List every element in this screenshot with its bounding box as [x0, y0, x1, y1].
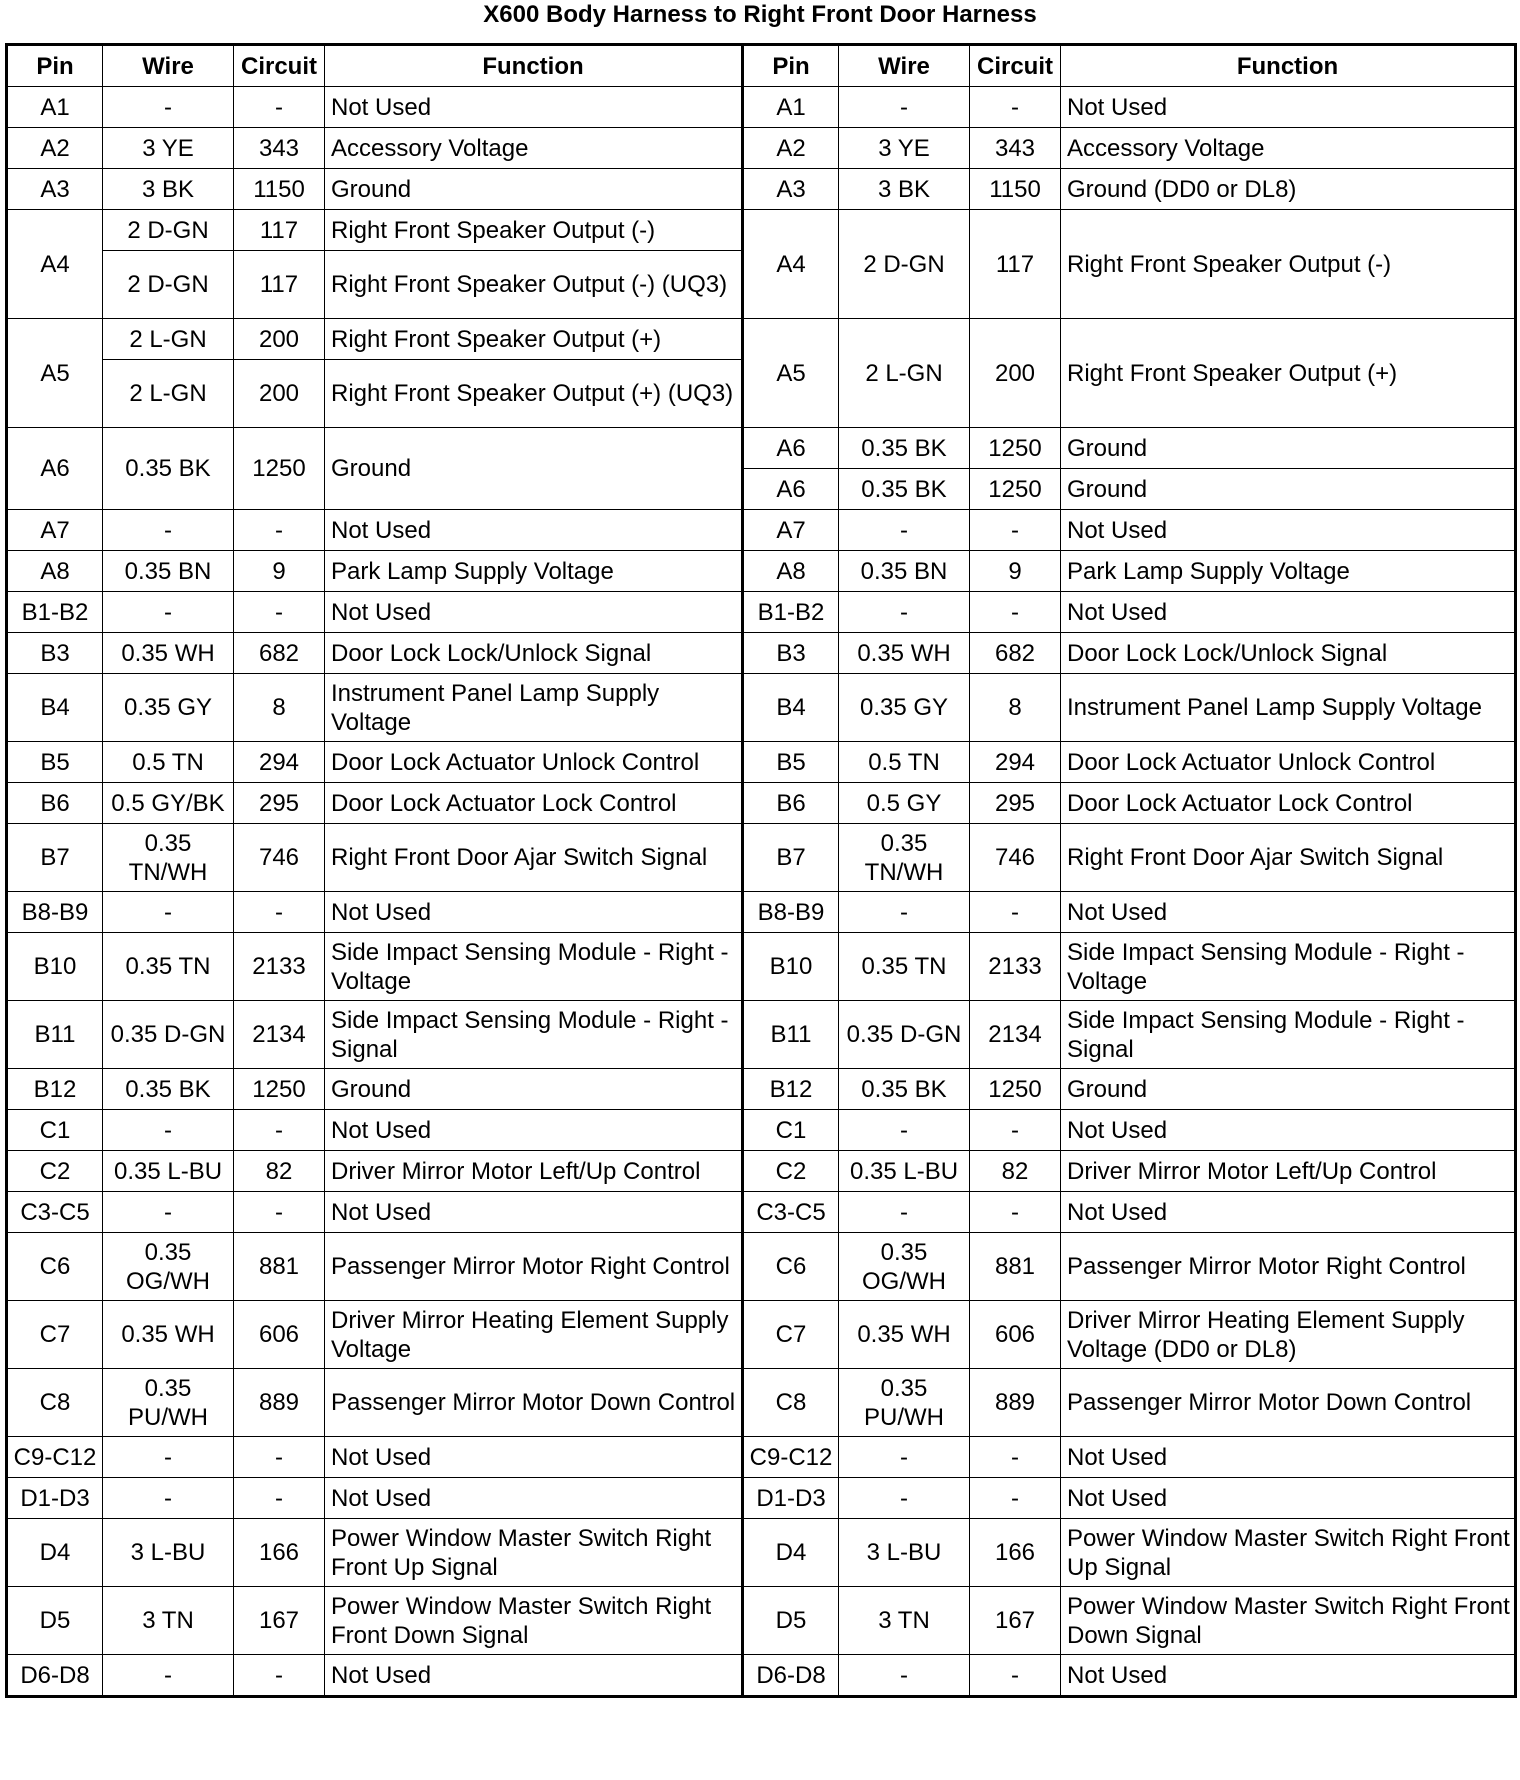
pin-cell: B1-B2 — [743, 592, 839, 633]
wire-cell: 0.35 BK — [839, 1069, 970, 1110]
function-cell: Door Lock Lock/Unlock Signal — [325, 633, 743, 674]
table-row — [7, 674, 1516, 742]
circuit-cell: - — [970, 1478, 1061, 1519]
function-cell: Instrument Panel Lamp Supply Voltage — [1061, 674, 1516, 742]
pin-cell: C8 — [743, 1369, 839, 1437]
wire-cell: 0.35 BK — [103, 1069, 234, 1110]
circuit-cell: 295 — [970, 783, 1061, 824]
table-row — [7, 551, 1516, 592]
wire-cell: 0.35 BN — [839, 551, 970, 592]
function-cell: Not Used — [325, 1110, 743, 1151]
function-cell: Power Window Master Switch Right Front Up Signal — [325, 1519, 743, 1587]
function-cell: Driver Mirror Heating Element Supply Voltage (DD0 or DL8) — [1061, 1301, 1516, 1369]
function-cell: Right Front Speaker Output (+) — [1061, 319, 1516, 428]
circuit-cell: - — [234, 892, 325, 933]
circuit-cell: 881 — [234, 1233, 325, 1301]
table-row — [7, 510, 1516, 551]
pin-cell: B3 — [743, 633, 839, 674]
circuit-cell: - — [970, 87, 1061, 128]
circuit-cell: - — [234, 87, 325, 128]
circuit-cell: 682 — [970, 633, 1061, 674]
circuit-cell: 2133 — [234, 933, 325, 1001]
function-cell: Right Front Speaker Output (-) — [1061, 210, 1516, 319]
pin-cell: A6 — [743, 469, 839, 510]
table-row — [7, 742, 1516, 783]
circuit-cell: 1250 — [970, 469, 1061, 510]
function-cell: Ground — [1061, 428, 1516, 469]
function-cell: Driver Mirror Motor Left/Up Control — [1061, 1151, 1516, 1192]
circuit-cell: 8 — [234, 674, 325, 742]
table-row — [7, 1001, 1516, 1069]
function-cell: Passenger Mirror Motor Down Control — [325, 1369, 743, 1437]
circuit-cell: 889 — [970, 1369, 1061, 1437]
function-cell: Not Used — [325, 87, 743, 128]
pin-cell: B8-B9 — [743, 892, 839, 933]
pin-cell: C2 — [743, 1151, 839, 1192]
pin-cell: D4 — [743, 1519, 839, 1587]
pin-cell: D1-D3 — [7, 1478, 103, 1519]
wire-cell: - — [839, 1437, 970, 1478]
pin-cell: A8 — [7, 551, 103, 592]
function-cell: Ground — [1061, 1069, 1516, 1110]
wire-cell: - — [103, 1192, 234, 1233]
pin-cell: A7 — [7, 510, 103, 551]
function-cell: Passenger Mirror Motor Right Control — [325, 1233, 743, 1301]
function-cell: Not Used — [1061, 1192, 1516, 1233]
function-cell: Door Lock Actuator Unlock Control — [1061, 742, 1516, 783]
function-cell: Side Impact Sensing Module - Right - Voltage — [325, 933, 743, 1001]
circuit-cell: - — [234, 1478, 325, 1519]
table-row — [7, 1192, 1516, 1233]
wire-cell: 0.35 WH — [839, 1301, 970, 1369]
table-row — [7, 1069, 1516, 1110]
wire-cell: 0.35 TN — [839, 933, 970, 1001]
wire-cell: 0.35 WH — [103, 1301, 234, 1369]
pin-cell: B12 — [7, 1069, 103, 1110]
wire-cell: 3 YE — [839, 128, 970, 169]
table-row — [7, 933, 1516, 1001]
function-cell: Not Used — [1061, 1655, 1516, 1697]
header-wire: Wire — [103, 45, 234, 87]
pin-cell: B3 — [7, 633, 103, 674]
table-row — [7, 1587, 1516, 1655]
pin-cell: B6 — [7, 783, 103, 824]
function-cell: Not Used — [1061, 87, 1516, 128]
wire-cell: 0.5 TN — [103, 742, 234, 783]
pin-cell: B7 — [743, 824, 839, 892]
circuit-cell: 1150 — [970, 169, 1061, 210]
function-cell: Passenger Mirror Motor Right Control — [1061, 1233, 1516, 1301]
pin-cell: C7 — [7, 1301, 103, 1369]
function-cell: Not Used — [325, 1655, 743, 1697]
header-function: Function — [1061, 45, 1516, 87]
pin-cell: C7 — [743, 1301, 839, 1369]
function-cell: Driver Mirror Heating Element Supply Voltage — [325, 1301, 743, 1369]
pin-cell: A5 — [7, 319, 103, 428]
table-row — [7, 128, 1516, 169]
wire-cell: - — [103, 1437, 234, 1478]
table-row — [7, 1437, 1516, 1478]
function-cell: Side Impact Sensing Module - Right - Signal — [325, 1001, 743, 1069]
pin-cell: C3-C5 — [743, 1192, 839, 1233]
table-row — [7, 87, 1516, 128]
table-row — [7, 1519, 1516, 1587]
pin-cell: A1 — [7, 87, 103, 128]
table-row — [7, 633, 1516, 674]
wire-cell: 0.35 TN/WH — [839, 824, 970, 892]
wire-cell: - — [103, 510, 234, 551]
header-function: Function — [325, 45, 743, 87]
wire-cell: - — [839, 592, 970, 633]
pin-cell: A2 — [743, 128, 839, 169]
function-cell: Not Used — [1061, 1110, 1516, 1151]
pin-cell: C3-C5 — [7, 1192, 103, 1233]
circuit-cell: 117 — [970, 210, 1061, 319]
circuit-cell: 295 — [234, 783, 325, 824]
function-cell: Not Used — [325, 1478, 743, 1519]
pin-cell: D5 — [743, 1587, 839, 1655]
function-cell: Not Used — [325, 510, 743, 551]
table-row — [7, 1369, 1516, 1437]
wire-cell: - — [103, 1478, 234, 1519]
header-pin: Pin — [743, 45, 839, 87]
circuit-cell: 82 — [234, 1151, 325, 1192]
table-row — [7, 892, 1516, 933]
pin-cell: C6 — [7, 1233, 103, 1301]
wire-cell: 3 YE — [103, 128, 234, 169]
wire-cell: - — [839, 1192, 970, 1233]
function-cell: Right Front Door Ajar Switch Signal — [325, 824, 743, 892]
circuit-cell: 167 — [970, 1587, 1061, 1655]
circuit-cell: 889 — [234, 1369, 325, 1437]
wire-cell: 0.35 WH — [839, 633, 970, 674]
function-cell: Right Front Speaker Output (+) — [325, 319, 743, 360]
wire-cell: 2 D-GN — [839, 210, 970, 319]
pin-cell: C9-C12 — [7, 1437, 103, 1478]
function-cell: Door Lock Actuator Lock Control — [1061, 783, 1516, 824]
circuit-cell: 2133 — [970, 933, 1061, 1001]
circuit-cell: 117 — [234, 210, 325, 251]
circuit-cell: 200 — [970, 319, 1061, 428]
function-cell: Door Lock Lock/Unlock Signal — [1061, 633, 1516, 674]
pin-cell: B11 — [743, 1001, 839, 1069]
circuit-cell: - — [234, 1655, 325, 1697]
circuit-cell: - — [970, 1192, 1061, 1233]
function-cell: Power Window Master Switch Right Front Down Signal — [1061, 1587, 1516, 1655]
pin-cell: B5 — [7, 742, 103, 783]
circuit-cell: 1250 — [970, 428, 1061, 469]
wire-cell: 0.35 D-GN — [103, 1001, 234, 1069]
wire-cell: 0.35 TN/WH — [103, 824, 234, 892]
pin-cell: B8-B9 — [7, 892, 103, 933]
circuit-cell: 2134 — [970, 1001, 1061, 1069]
table-row — [7, 428, 1516, 469]
circuit-cell: 881 — [970, 1233, 1061, 1301]
pin-cell: C2 — [7, 1151, 103, 1192]
wire-cell: 0.35 BK — [839, 428, 970, 469]
table-row — [7, 1301, 1516, 1369]
pin-cell: B11 — [7, 1001, 103, 1069]
wire-cell: 0.35 GY — [839, 674, 970, 742]
pin-cell: B4 — [7, 674, 103, 742]
circuit-cell: 343 — [234, 128, 325, 169]
table-row — [7, 1233, 1516, 1301]
function-cell: Right Front Door Ajar Switch Signal — [1061, 824, 1516, 892]
table-row — [7, 210, 1516, 251]
function-cell: Power Window Master Switch Right Front Up Signal — [1061, 1519, 1516, 1587]
pin-cell: B10 — [743, 933, 839, 1001]
wire-cell: - — [839, 1655, 970, 1697]
pin-cell: A3 — [7, 169, 103, 210]
wire-cell: 0.35 TN — [103, 933, 234, 1001]
wire-cell: 0.35 BK — [103, 428, 234, 510]
table-row — [7, 1110, 1516, 1151]
function-cell: Not Used — [325, 592, 743, 633]
function-cell: Accessory Voltage — [325, 128, 743, 169]
pin-cell: A2 — [7, 128, 103, 169]
circuit-cell: - — [234, 1192, 325, 1233]
table-row — [7, 169, 1516, 210]
circuit-cell: - — [970, 1655, 1061, 1697]
wire-cell: 3 TN — [839, 1587, 970, 1655]
wire-cell: 0.35 BN — [103, 551, 234, 592]
pin-cell: D6-D8 — [7, 1655, 103, 1697]
wire-cell: 3 BK — [103, 169, 234, 210]
function-cell: Ground — [325, 428, 743, 510]
wire-cell: 0.35 GY — [103, 674, 234, 742]
circuit-cell: 2134 — [234, 1001, 325, 1069]
function-cell: Right Front Speaker Output (-) (UQ3) — [325, 251, 743, 319]
wire-cell: 0.35 L-BU — [839, 1151, 970, 1192]
pin-cell: C9-C12 — [743, 1437, 839, 1478]
wire-cell: 0.5 GY/BK — [103, 783, 234, 824]
pin-cell: A4 — [7, 210, 103, 319]
pin-cell: A8 — [743, 551, 839, 592]
circuit-cell: 117 — [234, 251, 325, 319]
wire-cell: - — [103, 592, 234, 633]
pin-cell: D4 — [7, 1519, 103, 1587]
pin-cell: B6 — [743, 783, 839, 824]
circuit-cell: - — [970, 1110, 1061, 1151]
circuit-cell: - — [234, 1110, 325, 1151]
wire-cell: - — [103, 1655, 234, 1697]
function-cell: Accessory Voltage — [1061, 128, 1516, 169]
function-cell: Ground — [1061, 469, 1516, 510]
wire-cell: 3 TN — [103, 1587, 234, 1655]
function-cell: Side Impact Sensing Module - Right - Signal — [1061, 1001, 1516, 1069]
pin-cell: A5 — [743, 319, 839, 428]
circuit-cell: 166 — [234, 1519, 325, 1587]
wire-cell: 0.35 PU/WH — [103, 1369, 234, 1437]
circuit-cell: 9 — [970, 551, 1061, 592]
function-cell: Not Used — [325, 1437, 743, 1478]
circuit-cell: - — [970, 1437, 1061, 1478]
circuit-cell: 1150 — [234, 169, 325, 210]
circuit-cell: 9 — [234, 551, 325, 592]
page-title: X600 Body Harness to Right Front Door Harness — [483, 1, 1037, 28]
circuit-cell: 343 — [970, 128, 1061, 169]
circuit-cell: 200 — [234, 360, 325, 428]
circuit-cell: - — [234, 1437, 325, 1478]
pin-cell: B1-B2 — [7, 592, 103, 633]
circuit-cell: 682 — [234, 633, 325, 674]
wire-cell: 0.35 D-GN — [839, 1001, 970, 1069]
function-cell: Not Used — [325, 1192, 743, 1233]
circuit-cell: 166 — [970, 1519, 1061, 1587]
pin-cell: D6-D8 — [743, 1655, 839, 1697]
wire-cell: - — [839, 1478, 970, 1519]
function-cell: Ground (DD0 or DL8) — [1061, 169, 1516, 210]
header-row — [7, 45, 1516, 87]
wire-cell: - — [839, 892, 970, 933]
function-cell: Door Lock Actuator Unlock Control — [325, 742, 743, 783]
wire-cell: 0.35 PU/WH — [839, 1369, 970, 1437]
wire-cell: - — [103, 892, 234, 933]
wire-cell: - — [839, 87, 970, 128]
circuit-cell: 746 — [234, 824, 325, 892]
function-cell: Instrument Panel Lamp Supply Voltage — [325, 674, 743, 742]
wire-cell: 3 BK — [839, 169, 970, 210]
wire-cell: 0.5 TN — [839, 742, 970, 783]
circuit-cell: 1250 — [234, 428, 325, 510]
pin-cell: B4 — [743, 674, 839, 742]
wire-cell: - — [839, 1110, 970, 1151]
header-wire: Wire — [839, 45, 970, 87]
circuit-cell: 1250 — [970, 1069, 1061, 1110]
circuit-cell: 8 — [970, 674, 1061, 742]
table-row — [7, 319, 1516, 360]
pin-cell: A6 — [743, 428, 839, 469]
circuit-cell: 1250 — [234, 1069, 325, 1110]
circuit-cell: - — [234, 510, 325, 551]
wire-cell: 0.35 WH — [103, 633, 234, 674]
pin-cell: B7 — [7, 824, 103, 892]
circuit-cell: 746 — [970, 824, 1061, 892]
table-row — [7, 783, 1516, 824]
table-row — [7, 1151, 1516, 1192]
table-row — [7, 1478, 1516, 1519]
function-cell: Not Used — [1061, 1478, 1516, 1519]
circuit-cell: 294 — [970, 742, 1061, 783]
circuit-cell: 606 — [234, 1301, 325, 1369]
circuit-cell: 294 — [234, 742, 325, 783]
pin-cell: C1 — [743, 1110, 839, 1151]
pin-cell: C1 — [7, 1110, 103, 1151]
circuit-cell: - — [970, 510, 1061, 551]
wire-cell: 2 L-GN — [839, 319, 970, 428]
pin-cell: B10 — [7, 933, 103, 1001]
wire-cell: 0.5 GY — [839, 783, 970, 824]
wire-cell: 2 D-GN — [103, 251, 234, 319]
circuit-cell: 82 — [970, 1151, 1061, 1192]
function-cell: Side Impact Sensing Module - Right - Voltage — [1061, 933, 1516, 1001]
wire-cell: 0.35 OG/WH — [103, 1233, 234, 1301]
circuit-cell: - — [234, 592, 325, 633]
pinout-table — [5, 43, 1517, 1698]
wire-cell: - — [103, 87, 234, 128]
wire-cell: 2 L-GN — [103, 319, 234, 360]
function-cell: Not Used — [1061, 592, 1516, 633]
wire-cell: 0.35 L-BU — [103, 1151, 234, 1192]
wire-cell: 3 L-BU — [839, 1519, 970, 1587]
wire-cell: 2 D-GN — [103, 210, 234, 251]
wire-cell: 2 L-GN — [103, 360, 234, 428]
function-cell: Park Lamp Supply Voltage — [1061, 551, 1516, 592]
pin-cell: D5 — [7, 1587, 103, 1655]
wire-cell: 0.35 BK — [839, 469, 970, 510]
pin-cell: A7 — [743, 510, 839, 551]
function-cell: Not Used — [1061, 1437, 1516, 1478]
pin-cell: C6 — [743, 1233, 839, 1301]
pin-cell: B5 — [743, 742, 839, 783]
circuit-cell: 606 — [970, 1301, 1061, 1369]
circuit-cell: - — [970, 892, 1061, 933]
pin-cell: A4 — [743, 210, 839, 319]
wire-cell: - — [103, 1110, 234, 1151]
function-cell: Park Lamp Supply Voltage — [325, 551, 743, 592]
function-cell: Right Front Speaker Output (+) (UQ3) — [325, 360, 743, 428]
circuit-cell: - — [970, 592, 1061, 633]
function-cell: Passenger Mirror Motor Down Control — [1061, 1369, 1516, 1437]
function-cell: Not Used — [325, 892, 743, 933]
header-pin: Pin — [7, 45, 103, 87]
function-cell: Ground — [325, 169, 743, 210]
table-row — [7, 1655, 1516, 1697]
pin-cell: C8 — [7, 1369, 103, 1437]
table-row — [7, 592, 1516, 633]
function-cell: Power Window Master Switch Right Front Down Signal — [325, 1587, 743, 1655]
wire-cell: 0.35 OG/WH — [839, 1233, 970, 1301]
header-circuit: Circuit — [234, 45, 325, 87]
circuit-cell: 167 — [234, 1587, 325, 1655]
pin-cell: A6 — [7, 428, 103, 510]
function-cell: Not Used — [1061, 892, 1516, 933]
pin-cell: A1 — [743, 87, 839, 128]
pin-cell: B12 — [743, 1069, 839, 1110]
function-cell: Ground — [325, 1069, 743, 1110]
function-cell: Driver Mirror Motor Left/Up Control — [325, 1151, 743, 1192]
function-cell: Not Used — [1061, 510, 1516, 551]
function-cell: Right Front Speaker Output (-) — [325, 210, 743, 251]
pin-cell: A3 — [743, 169, 839, 210]
table-row — [7, 824, 1516, 892]
circuit-cell: 200 — [234, 319, 325, 360]
wire-cell: 3 L-BU — [103, 1519, 234, 1587]
header-circuit: Circuit — [970, 45, 1061, 87]
pin-cell: D1-D3 — [743, 1478, 839, 1519]
wire-cell: - — [839, 510, 970, 551]
function-cell: Door Lock Actuator Lock Control — [325, 783, 743, 824]
